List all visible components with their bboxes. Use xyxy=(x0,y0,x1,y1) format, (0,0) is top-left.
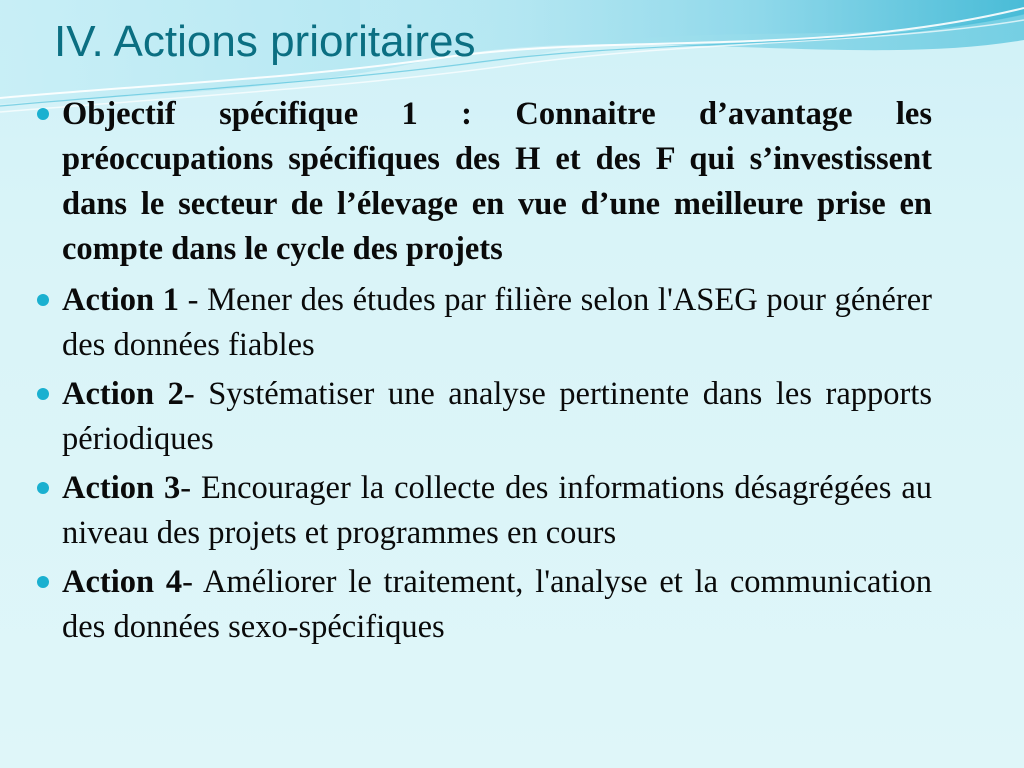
action-separator: - xyxy=(183,376,209,412)
action-separator: - xyxy=(180,470,202,506)
action-label: Action 2 xyxy=(62,376,184,412)
bullet-dot-icon xyxy=(37,482,49,494)
action-text: Améliorer le traitement, l'analyse et la communication des données sexo-spécifiques xyxy=(62,564,932,645)
bullet-dot-icon xyxy=(37,576,49,588)
bullet-dot-icon xyxy=(37,108,49,120)
action-text: Mener des études par filière selon l'ASEG pour générer des données fiables xyxy=(62,282,932,363)
action-separator: - xyxy=(178,282,208,318)
action-label: Action 3 xyxy=(62,470,181,506)
action-item-1 xyxy=(34,278,932,368)
objective-text: Objectif spécifique 1 : Connaitre d’avantage les préoccupations spécifiques des H et des F qui s’investissent dans le secteur de l’élevage en vue d’une meilleure prise en compte dans le cycle des projets xyxy=(62,96,932,267)
slide-title: IV. Actions prioritaires xyxy=(54,17,476,66)
action-item-2 xyxy=(34,372,932,462)
action-text: Systématiser une analyse pertinente dans les rapports périodiques xyxy=(62,376,932,457)
bullet-dot-icon xyxy=(37,294,49,306)
action-separator: - xyxy=(182,564,203,600)
bullet-dot-icon xyxy=(37,388,49,400)
action-item-4 xyxy=(34,560,932,650)
action-item-3 xyxy=(34,466,932,556)
objective-item xyxy=(34,92,932,272)
bullet-list xyxy=(34,92,932,654)
action-label: Action 4 xyxy=(62,564,183,600)
action-text: Encourager la collecte des informations désagrégées au niveau des projets et programmes en cours xyxy=(62,470,932,551)
action-label: Action 1 xyxy=(62,282,179,318)
